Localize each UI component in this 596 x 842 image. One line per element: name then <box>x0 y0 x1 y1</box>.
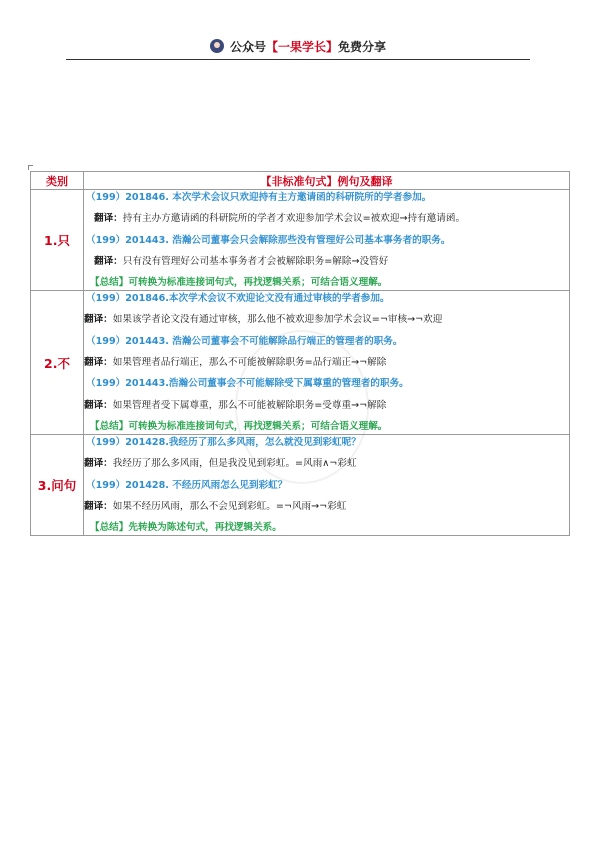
translation-line <box>84 211 569 226</box>
table-header-row <box>31 172 570 190</box>
translation-text: 只有没有管理好公司基本事务者才会被解除职务=解除→没管好 <box>122 255 389 267</box>
header-divider <box>66 59 530 60</box>
avatar-icon <box>210 39 224 53</box>
row-content <box>84 190 570 291</box>
translation-label: 翻译： <box>84 314 113 326</box>
summary-note: 【总结】可转换为标准连接词句式，再找逻辑关系；可结合语义理解。 <box>90 420 388 432</box>
column-header-content: 【非标准句式】例句及翻译 <box>84 172 570 190</box>
summary-note: 【总结】先转换为陈述句式，再找逻辑关系。 <box>90 522 282 534</box>
translation-text: 如果不经历风雨，那么不会见到彩虹。=¬风雨→¬彩虹 <box>112 500 347 512</box>
corner-mark <box>28 165 33 170</box>
category-label: 3.问句 <box>31 434 84 535</box>
example-sentence: （199）201443. 浩瀚公司董事会不可能解除品行端正的管理者的职务。 <box>86 335 403 347</box>
example-sentence: （199）201428.我经历了那么多风雨，怎么就没见到彩虹呢？ <box>86 436 361 448</box>
translation-label: 翻译： <box>94 255 123 267</box>
translation-label: 翻译： <box>84 500 113 512</box>
translation-line <box>84 456 569 471</box>
table-row <box>31 190 570 291</box>
translation-label: 翻译： <box>84 458 113 470</box>
table-body <box>31 190 570 536</box>
translation-label: 翻译： <box>94 213 123 225</box>
translation-text: 我经历了那么多风雨，但是我没见到彩虹。=风雨∧¬彩虹 <box>112 458 357 470</box>
page-header <box>0 38 596 55</box>
translation-text: 如果管理者受下属尊重，那么不可能被解除职务=受尊重→¬解除 <box>112 399 387 411</box>
translation-line <box>84 312 569 327</box>
translation-line <box>84 499 569 514</box>
header-suffix: 免费分享 <box>338 40 387 54</box>
summary-note: 【总结】可转换为标准连接词句式，再找逻辑关系；可结合语义理解。 <box>90 277 388 289</box>
translation-text: 持有主办方邀请函的科研院所的学者才欢迎参加学术会议=被欢迎→持有邀请函。 <box>122 213 466 225</box>
header-prefix: 公众号 <box>229 40 266 54</box>
translation-line <box>84 355 569 370</box>
translation-label: 翻译： <box>84 399 113 411</box>
header-brand: 【一果学长】 <box>265 40 338 54</box>
example-sentence: （199）201443.浩瀚公司董事会不可能解除受下属尊重的管理者的职务。 <box>86 378 409 390</box>
translation-line <box>84 254 569 269</box>
table-row <box>31 434 570 535</box>
example-sentence: （199）201846.本次学术会议不欢迎论文没有通过审核的学者参加。 <box>86 293 390 305</box>
sentence-table <box>30 171 570 536</box>
table-row <box>31 291 570 435</box>
row-content <box>84 434 570 535</box>
example-sentence: （199）201428. 不经历风雨怎么见到彩虹？ <box>86 479 288 491</box>
row-content <box>84 291 570 435</box>
translation-label: 翻译： <box>84 357 113 369</box>
translation-text: 如果该学者论文没有通过审核，那么他不被欢迎参加学术会议=¬审核→¬欢迎 <box>112 314 443 326</box>
category-label: 2.不 <box>31 291 84 435</box>
category-label: 1.只 <box>31 190 84 291</box>
example-sentence: （199）201846. 本次学术会议只欢迎持有主方邀请函的科研院所的学者参加。 <box>86 192 432 203</box>
translation-line <box>84 398 569 413</box>
translation-text: 如果管理者品行端正，那么不可能被解除职务=品行端正→¬解除 <box>112 357 387 369</box>
example-sentence: （199）201443. 浩瀚公司董事会只会解除那些没有管理好公司基本事务者的职务。 <box>86 234 451 246</box>
column-header-category: 类别 <box>31 172 84 190</box>
